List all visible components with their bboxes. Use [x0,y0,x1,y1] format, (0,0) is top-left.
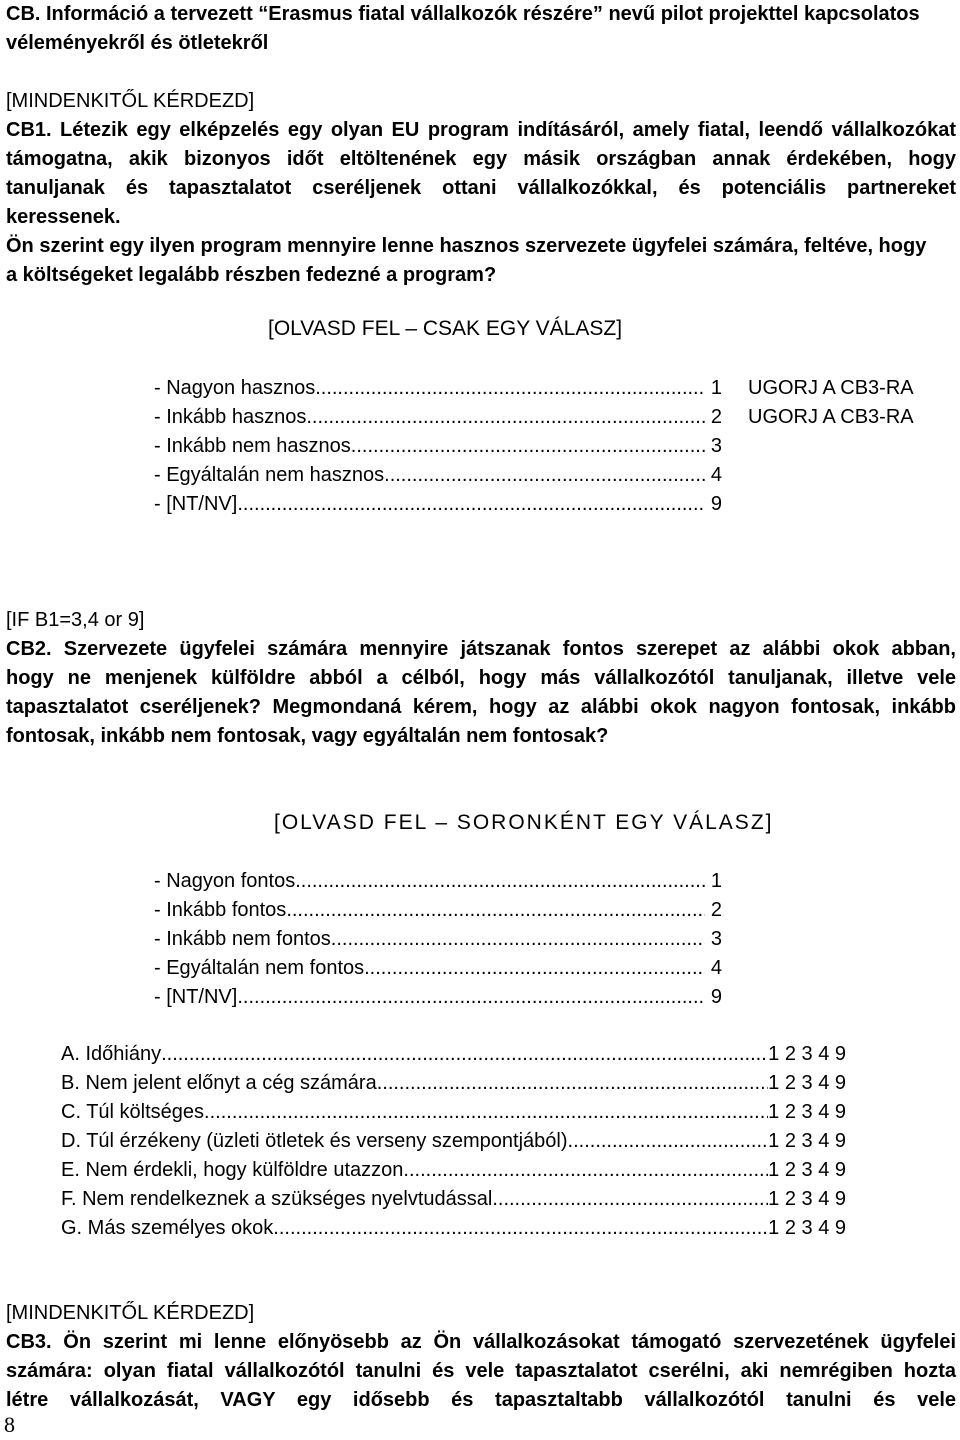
dot-leader [492,1187,768,1211]
dot-leader [331,927,706,951]
item-codes: 1 2 3 4 9 [768,1217,846,1239]
cb2-question-line-2: hogy ne menjenek külföldre abból a célból, hogy más vállalkozótól tanuljanak, illetve vele [6,667,956,689]
section-title-line-2: véleményekről és ötletekről [6,32,269,54]
cb1-option-row [154,434,722,458]
cb2-item-row [61,1158,846,1182]
item-codes: 1 2 3 4 9 [768,1130,846,1152]
dot-leader [161,1042,768,1066]
scale-label: - [NT/NV] [154,986,238,1008]
dot-leader [364,956,705,980]
option-label: - [NT/NV] [154,493,238,515]
scale-label: - Inkább nem fontos [154,928,331,950]
dot-leader [403,1158,768,1182]
cb3-instruction: [MINDENKITŐL KÉRDEZD] [6,1302,255,1324]
dot-leader [204,1100,768,1124]
item-codes: 1 2 3 4 9 [768,1072,846,1094]
scale-label: - Inkább fontos [154,899,287,921]
cb2-scale-row [154,869,722,893]
dot-leader [568,1129,769,1153]
dot-leader [306,405,705,429]
cb2-question-line-3: tapasztalatot cseréljenek? Megmondaná kérem, hogy az alábbi okok nagyon fontosak, inkább [6,696,956,718]
option-code: 2 [710,406,722,428]
dot-leader [377,1071,768,1095]
page-number: 8 [4,1412,15,1437]
cb3-question-line-1: CB3. Ön szerint mi lenne előnyösebb az Ön vállalkozásokat támogató szervezetének ügyfelei [6,1331,956,1353]
item-codes: 1 2 3 4 9 [768,1101,846,1123]
option-label: - Nagyon hasznos [154,377,316,399]
cb2-item-row [61,1129,846,1153]
scale-label: - Egyáltalán nem fontos [154,957,365,979]
item-label: D. Túl érzékeny (üzleti ötletek és verseny szempontjából) [61,1130,568,1152]
option-code: 3 [710,435,722,457]
cb2-item-row [61,1187,846,1211]
cb1-option-row [154,492,722,516]
cb1-question-line-4: keressenek. [6,206,121,228]
scale-code: 2 [710,899,722,921]
cb1-instruction: [MINDENKITŐL KÉRDEZD] [6,90,255,112]
item-label: F. Nem rendelkeznek a szükséges nyelvtudással [61,1188,493,1210]
cb1-skip-instruction: UGORJ A CB3-RA [748,406,914,428]
option-code: 4 [710,464,722,486]
option-label: - Inkább hasznos [154,406,307,428]
dot-leader [384,463,705,487]
cb1-question-line-1: CB1. Létezik egy elképzelés egy olyan EU program indításáról, amely fiatal, leendő vállalkozókat [6,119,956,141]
item-codes: 1 2 3 4 9 [768,1188,846,1210]
cb3-question-line-3: létre vállalkozását, VAGY egy idősebb és tapasztaltabb vállalkozótól tanulni és vele [6,1389,956,1411]
cb2-scale-row [154,985,722,1009]
cb1-option-row [154,405,722,429]
cb1-option-row [154,376,722,400]
item-label: C. Túl költséges [61,1101,205,1123]
item-codes: 1 2 3 4 9 [768,1043,846,1065]
cb2-scale-row [154,927,722,951]
option-code: 9 [710,493,722,515]
cb1-option-row [154,463,722,487]
dot-leader [351,434,706,458]
section-title-line-1: CB. Információ a tervezett “Erasmus fiatal vállalkozók részére” nevű pilot projekttel kapcsolatos [6,3,920,25]
item-label: G. Más személyes okok [61,1217,274,1239]
cb2-question-line-4: fontosak, inkább nem fontosak, vagy egyáltalán nem fontosak? [6,725,609,747]
option-label: - Inkább nem hasznos [154,435,351,457]
scale-label: - Nagyon fontos [154,870,296,892]
cb2-scale-row [154,956,722,980]
scale-code: 4 [710,957,722,979]
cb1-question-line-6: a költségeket legalább részben fedezné a program? [6,264,497,286]
cb1-read-instruction: [OLVASD FEL – CSAK EGY VÁLASZ] [268,317,623,340]
cb1-skip-instruction: UGORJ A CB3-RA [748,377,914,399]
item-codes: 1 2 3 4 9 [768,1159,846,1181]
cb3-question-line-2: számára: olyan fiatal vállalkozótól tanulni és vele tapasztalatot cserélni, aki nemrégiben hozta [6,1360,956,1382]
cb2-read-instruction: [OLVASD FEL – SORONKÉNT EGY VÁLASZ] [274,811,774,834]
item-label: E. Nem érdekli, hogy külföldre utazzon [61,1159,404,1181]
dot-leader [237,985,705,1009]
dot-leader [273,1216,768,1240]
cb2-item-row [61,1100,846,1124]
cb2-question-line-1: CB2. Szervezete ügyfelei számára mennyire játszanak fontos szerepet az alábbi okok abban, [6,638,956,660]
dot-leader [315,376,705,400]
cb2-item-row [61,1216,846,1240]
cb2-item-row [61,1071,846,1095]
cb1-question-line-2: támogatna, akik bizonyos időt eltöltenének egy másik országban annak érdekében, hogy [6,148,956,170]
scale-code: 9 [710,986,722,1008]
cb2-filter: [IF B1=3,4 or 9] [6,609,145,631]
dot-leader [237,492,705,516]
dot-leader [286,898,705,922]
option-code: 1 [710,377,722,399]
cb2-scale-row [154,898,722,922]
item-label: A. Időhiány [61,1043,162,1065]
dot-leader [295,869,705,893]
scale-code: 3 [710,928,722,950]
cb1-question-line-3: tanuljanak és tapasztalatot cseréljenek ottani vállalkozókkal, és potenciális partnereket [6,177,956,199]
cb2-item-row [61,1042,846,1066]
cb1-question-line-5: Ön szerint egy ilyen program mennyire lenne hasznos szervezete ügyfelei számára, feltéve, hogy [6,235,927,257]
scale-code: 1 [710,870,722,892]
item-label: B. Nem jelent előnyt a cég számára [61,1072,377,1094]
option-label: - Egyáltalán nem hasznos [154,464,385,486]
